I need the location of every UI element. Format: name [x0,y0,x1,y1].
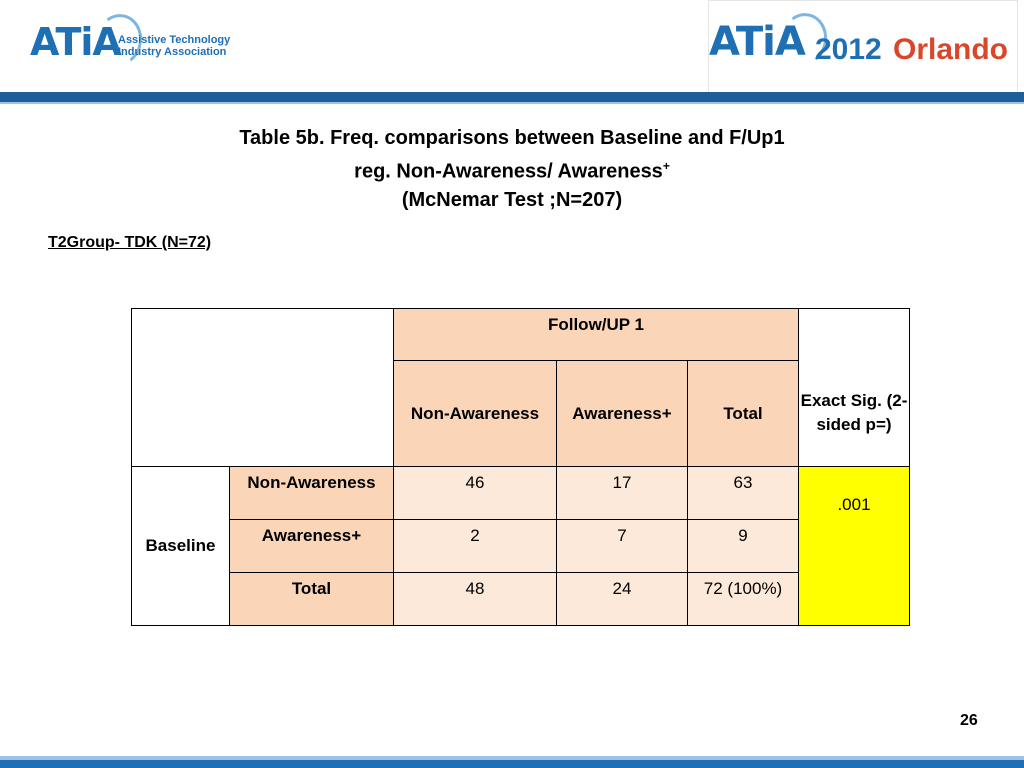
row-label-awareness: Awareness+ [230,520,394,573]
sig-header: Exact Sig. (2-sided p=) [799,361,910,467]
col-header-non-awareness: Non-Awareness [394,361,557,467]
cell-0-2: 63 [688,467,799,520]
footer-divider [0,760,1024,768]
col-header-total: Total [688,361,799,467]
cell-0-0: 46 [394,467,557,520]
frequency-table [131,308,910,626]
row-group-baseline: Baseline [132,467,230,626]
corner-cell [132,309,394,467]
conference-logo [708,0,1018,94]
cell-2-1: 24 [557,573,688,626]
col-header-awareness: Awareness+ [557,361,688,467]
atia-logo [30,14,240,76]
header-divider [0,92,1024,102]
title-line2-sup: + [662,159,670,173]
group-subtitle: T2Group- TDK (N=72) [48,234,212,251]
title-line3: (McNemar Test ;N=207) [401,188,623,211]
cell-1-1: 7 [557,520,688,573]
title-line2 [150,152,874,186]
page-number: 26 [960,712,978,729]
row-label-non-awareness: Non-Awareness [230,467,394,520]
cell-1-0: 2 [394,520,557,573]
cell-2-2: 72 (100%) [688,573,799,626]
sig-header-top [799,309,910,361]
sig-value: .001 [799,467,910,626]
logo-mark: ATiA [30,20,121,64]
title-line2-text: reg. Non-Awareness/ Awareness [354,160,663,183]
row-label-total: Total [230,573,394,626]
logo-line2: Industry Association [118,46,227,58]
conference-city: Orlando [893,33,1009,66]
cell-1-2: 9 [688,520,799,573]
conference-year: 2012 [815,33,882,66]
group-header: Follow/UP 1 [394,309,799,361]
conference-mark: ATiA [709,19,805,65]
logo-line1: Assistive Technology [118,34,231,46]
logo-subtitle [118,34,230,58]
title-line1: Table 5b. Freq. comparisons between Baseline and F/Up1 [239,127,785,149]
cell-0-1: 17 [557,467,688,520]
cell-2-0: 48 [394,573,557,626]
slide-title [150,124,874,214]
header-divider-accent [0,102,1024,104]
